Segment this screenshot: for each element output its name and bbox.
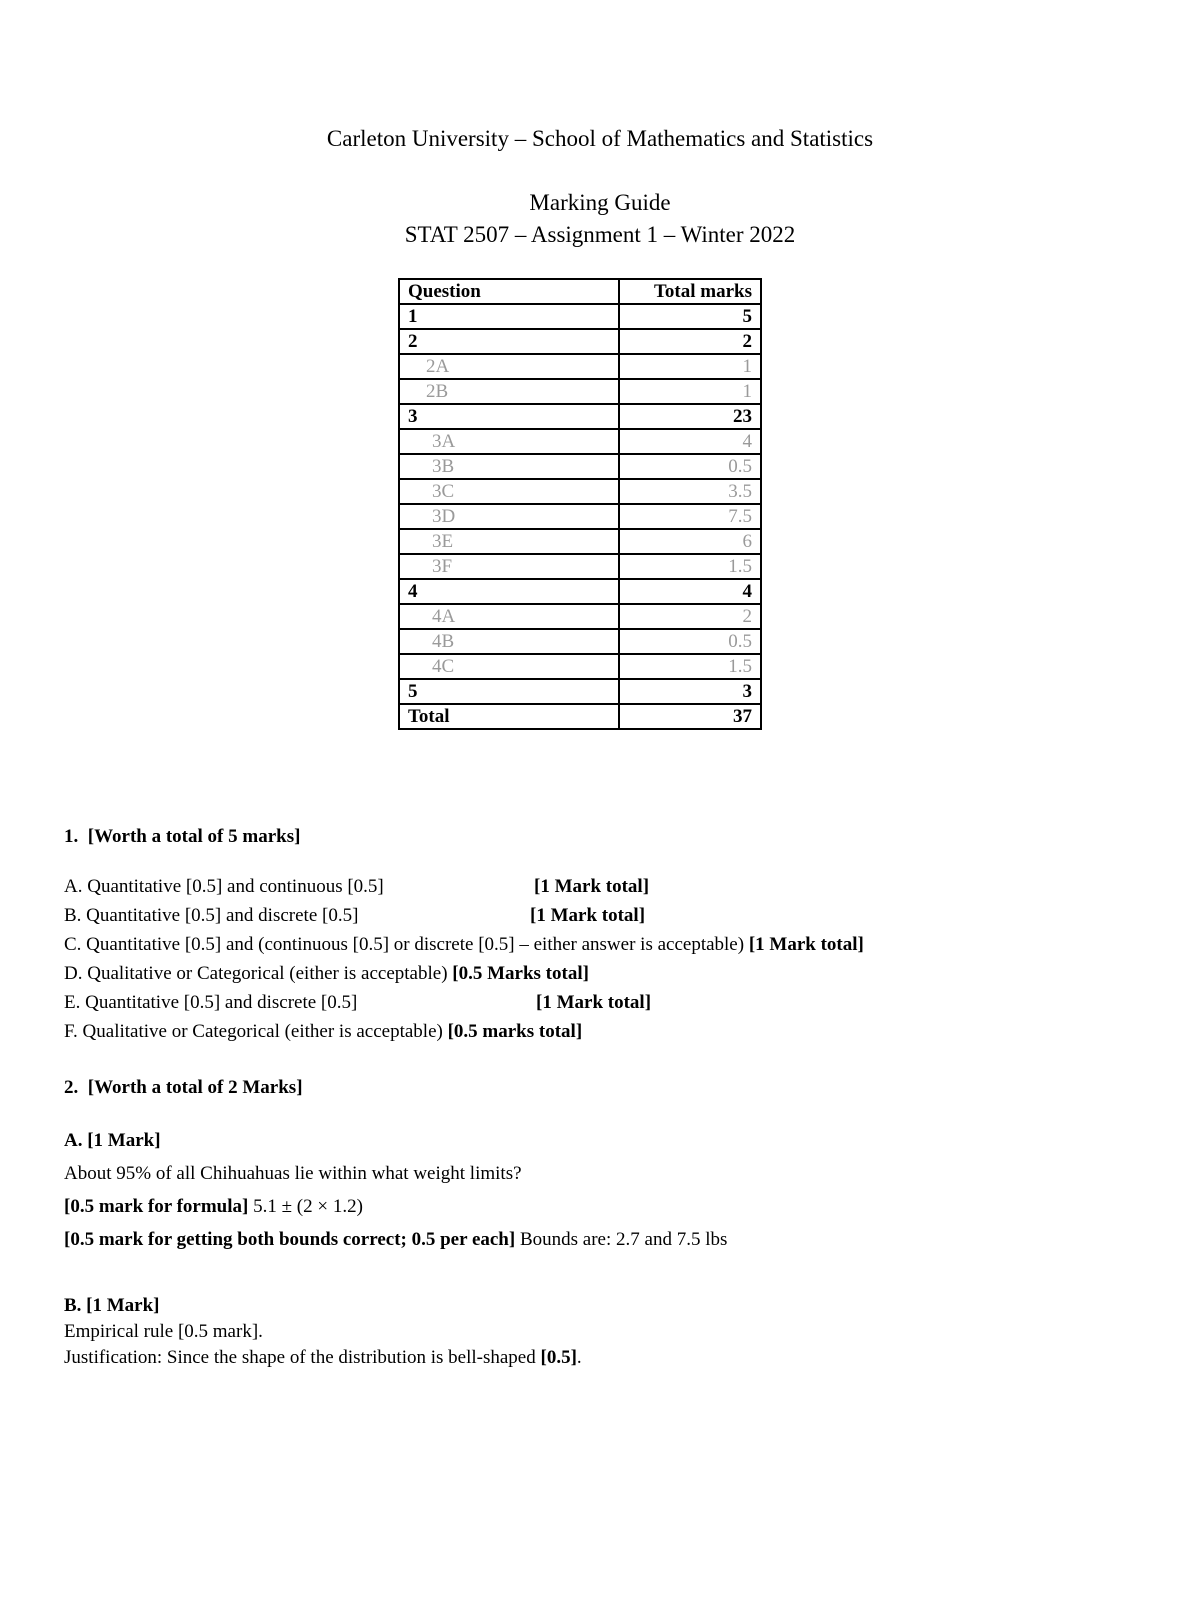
q1-answer-d (64, 963, 589, 985)
q1-answer-f-marks: [0.5 marks total] (447, 1021, 583, 1042)
question-cell: 1 (399, 304, 619, 329)
q2a-bounds-marks: [0.5 mark for getting both bounds correct; 0.5 per each] (64, 1229, 516, 1250)
q1-answer-d-marks: [0.5 Marks total] (452, 963, 589, 984)
q1-answer-b-marks: [1 Mark total] (530, 905, 646, 926)
question-cell: 3E (399, 529, 619, 554)
table-row (399, 454, 761, 479)
question-cell: 3D (399, 504, 619, 529)
marks-cell: 0.5 (619, 629, 761, 654)
question-cell: 4 (399, 579, 619, 604)
table-row (399, 379, 761, 404)
marks-cell: 3.5 (619, 479, 761, 504)
q1-answer-e: E. Quantitative [0.5] and discrete [0.5] (64, 992, 358, 1013)
university-heading: Carleton University – School of Mathematics and Statistics (326, 126, 874, 151)
question-cell: 2 (399, 329, 619, 354)
marks-cell: 1 (619, 354, 761, 379)
q1-heading-text: [Worth a total of 5 marks] (87, 826, 301, 847)
marks-cell: 23 (619, 404, 761, 429)
q2a-formula-marks: [0.5 mark for formula] (64, 1196, 249, 1217)
q2a-bounds: Bounds are: 2.7 and 7.5 lbs (515, 1229, 728, 1250)
question-cell: 2A (399, 354, 619, 379)
marks-column-header: Total marks (619, 279, 761, 304)
table-row (399, 604, 761, 629)
table-row (399, 304, 761, 329)
q1-answer-f-text: F. Qualitative or Categorical (either is acceptable) (64, 1021, 443, 1042)
q2b-justification (64, 1347, 582, 1369)
q2a-heading: A. [1 Mark] (64, 1130, 161, 1151)
q1-answer-b: B. Quantitative [0.5] and discrete [0.5] (64, 905, 359, 926)
q1-answer-c (64, 934, 864, 956)
q1-answer-c-marks: [1 Mark total] (748, 934, 864, 955)
q1-answer-a-marks: [1 Mark total] (534, 876, 650, 897)
q2-number: 2. (64, 1077, 79, 1098)
marks-cell: 0.5 (619, 454, 761, 479)
q1-number: 1. (64, 826, 79, 847)
marks-cell: 2 (619, 604, 761, 629)
q2a-question: About 95% of all Chihuahuas lie within what weight limits? (64, 1163, 522, 1184)
question-cell: 3F (399, 554, 619, 579)
table-row (399, 629, 761, 654)
question-column-header: Question (399, 279, 619, 304)
marks-cell: 1 (619, 379, 761, 404)
q1-answer-f (64, 1021, 582, 1043)
q2-heading (64, 1077, 303, 1099)
marks-cell: 4 (619, 579, 761, 604)
guide-title: Marking Guide (529, 190, 671, 215)
q2-heading-text: [Worth a total of 2 Marks] (87, 1077, 303, 1098)
q2a-bounds-line (64, 1229, 727, 1251)
table-total-row (399, 704, 761, 729)
total-marks-cell: 37 (619, 704, 761, 729)
total-label-cell: Total (399, 704, 619, 729)
q1-heading (64, 826, 300, 848)
marks-cell: 5 (619, 304, 761, 329)
question-cell: 3 (399, 404, 619, 429)
table-row (399, 679, 761, 704)
q1-answer-d-text: D. Qualitative or Categorical (either is acceptable) (64, 963, 448, 984)
q1-answer-a: A. Quantitative [0.5] and continuous [0.5] (64, 876, 384, 897)
q1-answer-c-text: C. Quantitative [0.5] and (continuous [0.5] or discrete [0.5] – either answer is acceptable) (64, 934, 745, 955)
table-row (399, 529, 761, 554)
marks-cell: 1.5 (619, 554, 761, 579)
q2b-heading: B. [1 Mark] (64, 1295, 160, 1316)
q2b-justification-marks: [0.5] (540, 1347, 577, 1368)
question-cell: 3A (399, 429, 619, 454)
table-row (399, 329, 761, 354)
question-cell: 5 (399, 679, 619, 704)
q2b-rule: Empirical rule [0.5 mark]. (64, 1321, 263, 1342)
table-row (399, 554, 761, 579)
table-header-row (399, 279, 761, 304)
question-cell: 4A (399, 604, 619, 629)
q2a-formula: 5.1 ± (2 × 1.2) (248, 1196, 363, 1217)
q2b-justification-text: Justification: Since the shape of the distribution is bell-shaped (64, 1347, 541, 1368)
question-cell: 4C (399, 654, 619, 679)
table-row (399, 404, 761, 429)
q2b-justification-end: . (576, 1347, 582, 1368)
table-row (399, 479, 761, 504)
course-title: STAT 2507 – Assignment 1 – Winter 2022 (404, 222, 796, 247)
marks-cell: 7.5 (619, 504, 761, 529)
marks-cell: 1.5 (619, 654, 761, 679)
marks-cell: 6 (619, 529, 761, 554)
question-cell: 2B (399, 379, 619, 404)
question-cell: 3C (399, 479, 619, 504)
table-row (399, 579, 761, 604)
marks-cell: 3 (619, 679, 761, 704)
table-row (399, 429, 761, 454)
table-row (399, 504, 761, 529)
marks-cell: 4 (619, 429, 761, 454)
table-row (399, 354, 761, 379)
question-cell: 4B (399, 629, 619, 654)
marks-table (398, 278, 762, 730)
table-row (399, 654, 761, 679)
q1-answer-e-marks: [1 Mark total] (536, 992, 652, 1013)
marks-cell: 2 (619, 329, 761, 354)
question-cell: 3B (399, 454, 619, 479)
q2a-formula-line (64, 1196, 363, 1218)
